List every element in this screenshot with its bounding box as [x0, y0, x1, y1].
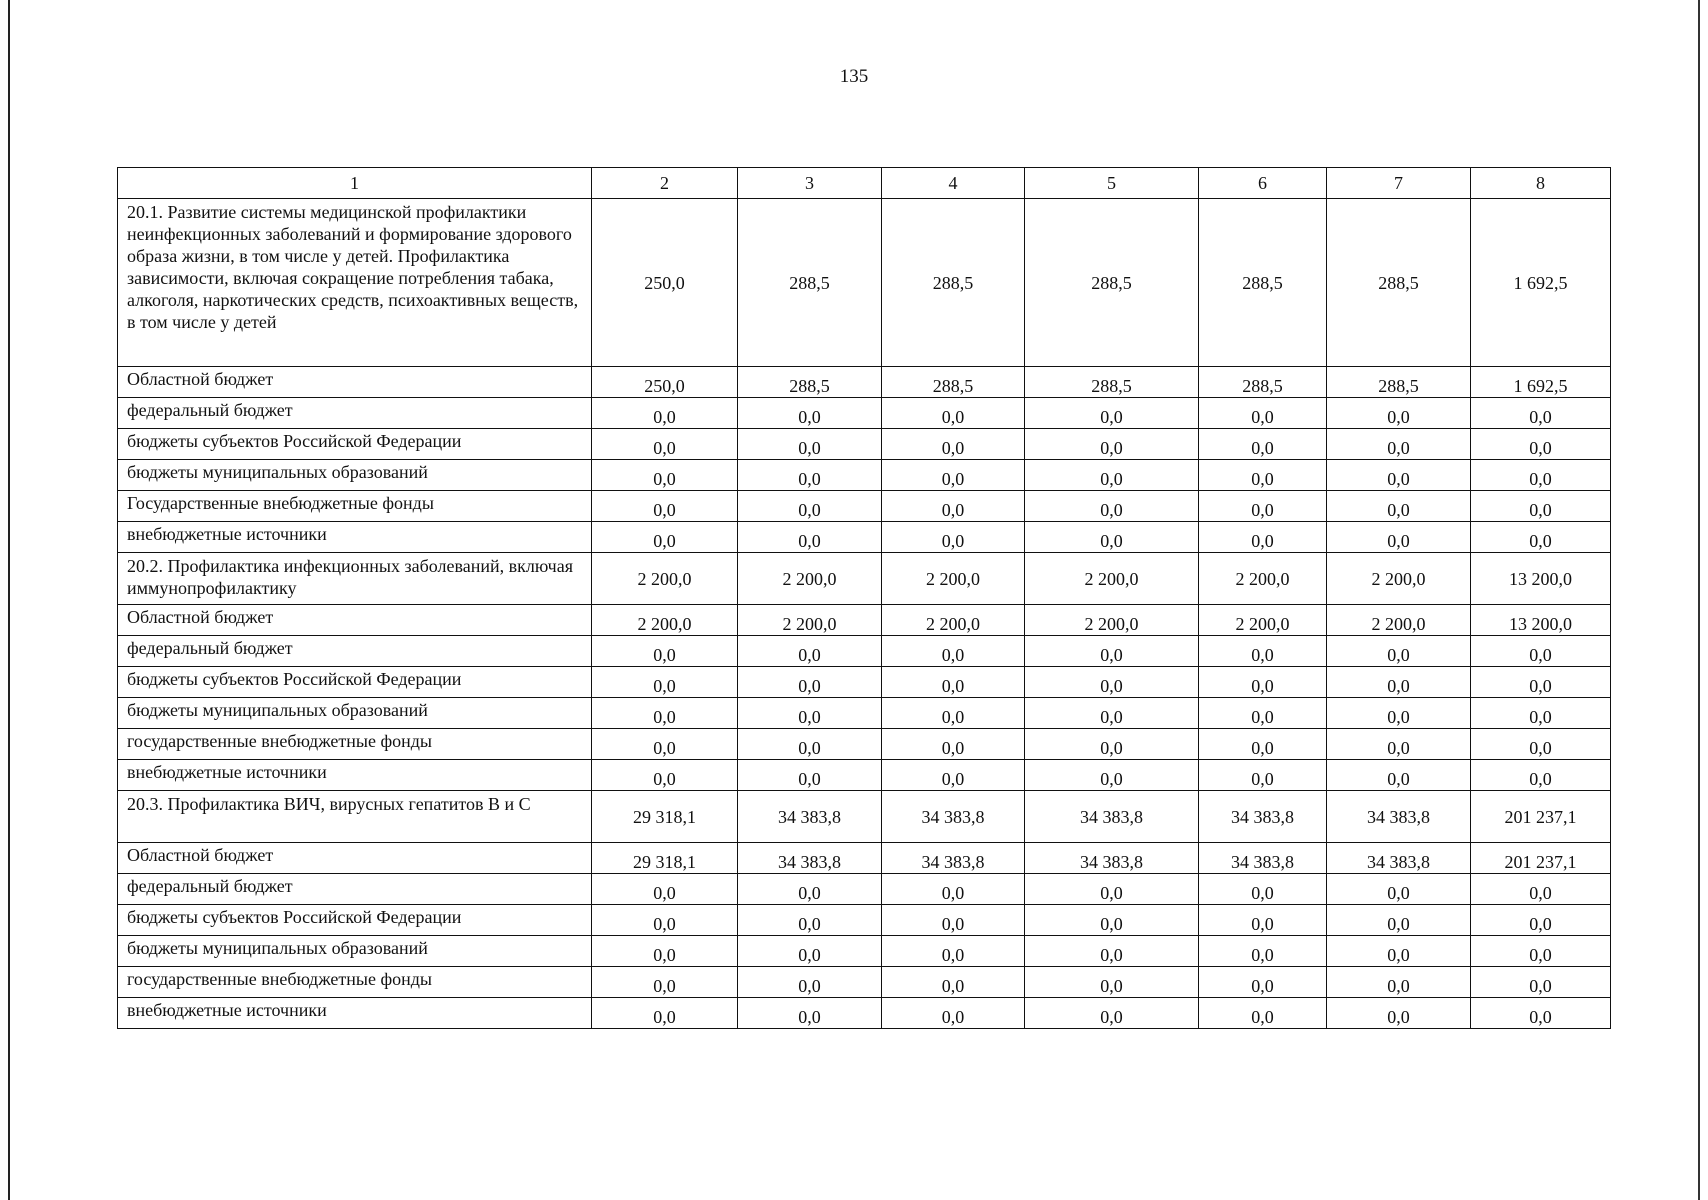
- funding-source-cell: бюджеты субъектов Российской Федерации: [118, 905, 592, 936]
- value-cell-col-5: 2 200,0: [1025, 553, 1199, 605]
- value-cell-col-6: 0,0: [1199, 905, 1327, 936]
- value-cell-col-7: 288,5: [1327, 199, 1471, 367]
- column-number-3: 3: [738, 168, 882, 199]
- value-cell-col-2: 0,0: [592, 967, 738, 998]
- value-cell-col-5: 0,0: [1025, 522, 1199, 553]
- value-cell-col-3: 2 200,0: [738, 605, 882, 636]
- value-cell-col-6: 34 383,8: [1199, 791, 1327, 843]
- value-cell-col-7: 0,0: [1327, 667, 1471, 698]
- value-cell-col-4: 0,0: [882, 967, 1025, 998]
- funding-source-cell: Областной бюджет: [118, 367, 592, 398]
- value-cell-col-6: 0,0: [1199, 874, 1327, 905]
- value-cell-col-7: 0,0: [1327, 967, 1471, 998]
- value-cell-col-4: 0,0: [882, 491, 1025, 522]
- section-row: [118, 199, 1611, 367]
- funding-source-cell: Областной бюджет: [118, 605, 592, 636]
- table-row: [118, 605, 1611, 636]
- value-cell-col-3: 0,0: [738, 698, 882, 729]
- value-cell-col-7: 0,0: [1327, 760, 1471, 791]
- value-cell-col-2: 0,0: [592, 874, 738, 905]
- value-cell-col-2: 29 318,1: [592, 843, 738, 874]
- funding-source-cell: бюджеты муниципальных образований: [118, 460, 592, 491]
- value-cell-col-7: 0,0: [1327, 905, 1471, 936]
- value-cell-col-2: 0,0: [592, 905, 738, 936]
- value-cell-col-3: 0,0: [738, 998, 882, 1029]
- funding-source-cell: бюджеты муниципальных образований: [118, 936, 592, 967]
- value-cell-col-4: 0,0: [882, 636, 1025, 667]
- value-cell-col-8: 0,0: [1471, 729, 1611, 760]
- value-cell-col-7: 0,0: [1327, 636, 1471, 667]
- section-title-cell: 20.2. Профилактика инфекционных заболеваний, включая иммунопрофилактику: [118, 553, 592, 605]
- table-row: [118, 874, 1611, 905]
- value-cell-col-8: 1 692,5: [1471, 199, 1611, 367]
- value-cell-col-2: 0,0: [592, 998, 738, 1029]
- value-cell-col-6: 0,0: [1199, 460, 1327, 491]
- value-cell-col-4: 0,0: [882, 667, 1025, 698]
- value-cell-col-3: 0,0: [738, 667, 882, 698]
- value-cell-col-8: 0,0: [1471, 698, 1611, 729]
- value-cell-col-2: 0,0: [592, 398, 738, 429]
- value-cell-col-4: 0,0: [882, 698, 1025, 729]
- value-cell-col-6: 0,0: [1199, 522, 1327, 553]
- value-cell-col-8: 13 200,0: [1471, 553, 1611, 605]
- column-number-4: 4: [882, 168, 1025, 199]
- value-cell-col-6: 288,5: [1199, 199, 1327, 367]
- value-cell-col-5: 0,0: [1025, 667, 1199, 698]
- table-row: [118, 843, 1611, 874]
- value-cell-col-6: 0,0: [1199, 760, 1327, 791]
- value-cell-col-6: 0,0: [1199, 667, 1327, 698]
- value-cell-col-4: 288,5: [882, 367, 1025, 398]
- value-cell-col-4: 34 383,8: [882, 791, 1025, 843]
- column-number-6: 6: [1199, 168, 1327, 199]
- value-cell-col-3: 288,5: [738, 367, 882, 398]
- value-cell-col-6: 34 383,8: [1199, 843, 1327, 874]
- value-cell-col-3: 0,0: [738, 760, 882, 791]
- table-header-row: [118, 168, 1611, 199]
- value-cell-col-5: 2 200,0: [1025, 605, 1199, 636]
- value-cell-col-8: 0,0: [1471, 905, 1611, 936]
- funding-source-cell: внебюджетные источники: [118, 760, 592, 791]
- value-cell-col-4: 0,0: [882, 936, 1025, 967]
- table-row: [118, 936, 1611, 967]
- value-cell-col-6: 0,0: [1199, 698, 1327, 729]
- value-cell-col-4: 34 383,8: [882, 843, 1025, 874]
- table-row: [118, 491, 1611, 522]
- table-row: [118, 367, 1611, 398]
- value-cell-col-7: 0,0: [1327, 460, 1471, 491]
- value-cell-col-2: 2 200,0: [592, 605, 738, 636]
- value-cell-col-7: 0,0: [1327, 491, 1471, 522]
- scan-border-left: [8, 0, 10, 1200]
- section-row: [118, 791, 1611, 843]
- value-cell-col-5: 0,0: [1025, 760, 1199, 791]
- value-cell-col-5: 0,0: [1025, 698, 1199, 729]
- section-title-cell: 20.3. Профилактика ВИЧ, вирусных гепатитов В и С: [118, 791, 592, 843]
- value-cell-col-7: 2 200,0: [1327, 553, 1471, 605]
- value-cell-col-3: 0,0: [738, 874, 882, 905]
- value-cell-col-3: 0,0: [738, 636, 882, 667]
- value-cell-col-3: 0,0: [738, 460, 882, 491]
- value-cell-col-2: 29 318,1: [592, 791, 738, 843]
- value-cell-col-6: 2 200,0: [1199, 553, 1327, 605]
- value-cell-col-3: 0,0: [738, 967, 882, 998]
- table-row: [118, 522, 1611, 553]
- value-cell-col-3: 0,0: [738, 905, 882, 936]
- value-cell-col-2: 0,0: [592, 667, 738, 698]
- value-cell-col-3: 34 383,8: [738, 843, 882, 874]
- scan-border-right: [1698, 0, 1700, 1200]
- value-cell-col-7: 2 200,0: [1327, 605, 1471, 636]
- value-cell-col-8: 201 237,1: [1471, 791, 1611, 843]
- value-cell-col-5: 0,0: [1025, 429, 1199, 460]
- value-cell-col-5: 0,0: [1025, 460, 1199, 491]
- value-cell-col-5: 0,0: [1025, 936, 1199, 967]
- funding-source-cell: Областной бюджет: [118, 843, 592, 874]
- page-number: 135: [839, 66, 869, 87]
- value-cell-col-7: 0,0: [1327, 398, 1471, 429]
- value-cell-col-8: 0,0: [1471, 936, 1611, 967]
- value-cell-col-5: 288,5: [1025, 199, 1199, 367]
- funding-source-cell: федеральный бюджет: [118, 636, 592, 667]
- value-cell-col-7: 0,0: [1327, 874, 1471, 905]
- value-cell-col-7: 288,5: [1327, 367, 1471, 398]
- value-cell-col-3: 0,0: [738, 936, 882, 967]
- value-cell-col-2: 0,0: [592, 729, 738, 760]
- funding-source-cell: государственные внебюджетные фонды: [118, 729, 592, 760]
- section-title-cell: 20.1. Развитие системы медицинской профилактики неинфекционных заболеваний и формирование здорового образа жизни, в том числе у детей. Профилактика зависимости, включая сокращение потребления табака, алкоголя, наркотических средств, психоактивных веществ, в том числе у детей: [118, 199, 592, 367]
- value-cell-col-5: 34 383,8: [1025, 843, 1199, 874]
- value-cell-col-2: 0,0: [592, 460, 738, 491]
- value-cell-col-4: 0,0: [882, 905, 1025, 936]
- column-number-5: 5: [1025, 168, 1199, 199]
- value-cell-col-5: 288,5: [1025, 367, 1199, 398]
- value-cell-col-5: 0,0: [1025, 398, 1199, 429]
- value-cell-col-2: 2 200,0: [592, 553, 738, 605]
- funding-source-cell: внебюджетные источники: [118, 522, 592, 553]
- value-cell-col-2: 0,0: [592, 698, 738, 729]
- value-cell-col-6: 288,5: [1199, 367, 1327, 398]
- value-cell-col-4: 0,0: [882, 398, 1025, 429]
- value-cell-col-2: 0,0: [592, 522, 738, 553]
- value-cell-col-5: 0,0: [1025, 874, 1199, 905]
- value-cell-col-8: 0,0: [1471, 522, 1611, 553]
- value-cell-col-4: 0,0: [882, 874, 1025, 905]
- value-cell-col-4: 2 200,0: [882, 553, 1025, 605]
- section-row: [118, 553, 1611, 605]
- value-cell-col-4: 0,0: [882, 460, 1025, 491]
- value-cell-col-2: 0,0: [592, 760, 738, 791]
- value-cell-col-2: 250,0: [592, 199, 738, 367]
- value-cell-col-7: 0,0: [1327, 698, 1471, 729]
- value-cell-col-4: 0,0: [882, 760, 1025, 791]
- value-cell-col-5: 0,0: [1025, 636, 1199, 667]
- budget-table: [117, 167, 1611, 1029]
- value-cell-col-8: 0,0: [1471, 636, 1611, 667]
- table-row: [118, 398, 1611, 429]
- value-cell-col-6: 0,0: [1199, 398, 1327, 429]
- table-row: [118, 429, 1611, 460]
- value-cell-col-5: 0,0: [1025, 967, 1199, 998]
- funding-source-cell: федеральный бюджет: [118, 398, 592, 429]
- value-cell-col-6: 0,0: [1199, 967, 1327, 998]
- funding-source-cell: бюджеты субъектов Российской Федерации: [118, 429, 592, 460]
- table-row: [118, 760, 1611, 791]
- value-cell-col-2: 0,0: [592, 491, 738, 522]
- table-row: [118, 636, 1611, 667]
- column-number-7: 7: [1327, 168, 1471, 199]
- value-cell-col-6: 0,0: [1199, 729, 1327, 760]
- value-cell-col-6: 0,0: [1199, 429, 1327, 460]
- value-cell-col-3: 34 383,8: [738, 791, 882, 843]
- value-cell-col-6: 0,0: [1199, 636, 1327, 667]
- value-cell-col-8: 0,0: [1471, 998, 1611, 1029]
- value-cell-col-7: 34 383,8: [1327, 791, 1471, 843]
- funding-source-cell: бюджеты субъектов Российской Федерации: [118, 667, 592, 698]
- value-cell-col-6: 0,0: [1199, 491, 1327, 522]
- value-cell-col-6: 0,0: [1199, 998, 1327, 1029]
- value-cell-col-4: 0,0: [882, 429, 1025, 460]
- column-number-2: 2: [592, 168, 738, 199]
- table-row: [118, 460, 1611, 491]
- value-cell-col-2: 250,0: [592, 367, 738, 398]
- value-cell-col-8: 0,0: [1471, 460, 1611, 491]
- table-row: [118, 998, 1611, 1029]
- value-cell-col-5: 0,0: [1025, 905, 1199, 936]
- value-cell-col-8: 0,0: [1471, 667, 1611, 698]
- value-cell-col-6: 0,0: [1199, 936, 1327, 967]
- value-cell-col-8: 1 692,5: [1471, 367, 1611, 398]
- value-cell-col-3: 2 200,0: [738, 553, 882, 605]
- value-cell-col-4: 0,0: [882, 522, 1025, 553]
- table-row: [118, 967, 1611, 998]
- value-cell-col-8: 0,0: [1471, 760, 1611, 791]
- value-cell-col-2: 0,0: [592, 636, 738, 667]
- value-cell-col-3: 0,0: [738, 729, 882, 760]
- value-cell-col-5: 0,0: [1025, 491, 1199, 522]
- value-cell-col-3: 288,5: [738, 199, 882, 367]
- value-cell-col-3: 0,0: [738, 398, 882, 429]
- value-cell-col-5: 0,0: [1025, 998, 1199, 1029]
- value-cell-col-8: 0,0: [1471, 874, 1611, 905]
- funding-source-cell: бюджеты муниципальных образований: [118, 698, 592, 729]
- value-cell-col-2: 0,0: [592, 936, 738, 967]
- value-cell-col-7: 0,0: [1327, 522, 1471, 553]
- funding-source-cell: государственные внебюджетные фонды: [118, 967, 592, 998]
- value-cell-col-4: 2 200,0: [882, 605, 1025, 636]
- value-cell-col-3: 0,0: [738, 429, 882, 460]
- table-row: [118, 729, 1611, 760]
- table-row: [118, 905, 1611, 936]
- value-cell-col-5: 0,0: [1025, 729, 1199, 760]
- value-cell-col-7: 0,0: [1327, 998, 1471, 1029]
- value-cell-col-8: 0,0: [1471, 967, 1611, 998]
- value-cell-col-6: 2 200,0: [1199, 605, 1327, 636]
- table-row: [118, 667, 1611, 698]
- funding-source-cell: Государственные внебюджетные фонды: [118, 491, 592, 522]
- value-cell-col-8: 0,0: [1471, 429, 1611, 460]
- value-cell-col-7: 0,0: [1327, 729, 1471, 760]
- column-number-1: 1: [118, 168, 592, 199]
- value-cell-col-2: 0,0: [592, 429, 738, 460]
- value-cell-col-4: 288,5: [882, 199, 1025, 367]
- funding-source-cell: внебюджетные источники: [118, 998, 592, 1029]
- value-cell-col-8: 13 200,0: [1471, 605, 1611, 636]
- value-cell-col-7: 0,0: [1327, 936, 1471, 967]
- value-cell-col-8: 0,0: [1471, 398, 1611, 429]
- column-number-8: 8: [1471, 168, 1611, 199]
- value-cell-col-8: 0,0: [1471, 491, 1611, 522]
- table-row: [118, 698, 1611, 729]
- table-body: [118, 168, 1611, 1029]
- value-cell-col-8: 201 237,1: [1471, 843, 1611, 874]
- value-cell-col-4: 0,0: [882, 729, 1025, 760]
- value-cell-col-3: 0,0: [738, 491, 882, 522]
- value-cell-col-7: 0,0: [1327, 429, 1471, 460]
- value-cell-col-3: 0,0: [738, 522, 882, 553]
- value-cell-col-5: 34 383,8: [1025, 791, 1199, 843]
- value-cell-col-4: 0,0: [882, 998, 1025, 1029]
- funding-source-cell: федеральный бюджет: [118, 874, 592, 905]
- value-cell-col-7: 34 383,8: [1327, 843, 1471, 874]
